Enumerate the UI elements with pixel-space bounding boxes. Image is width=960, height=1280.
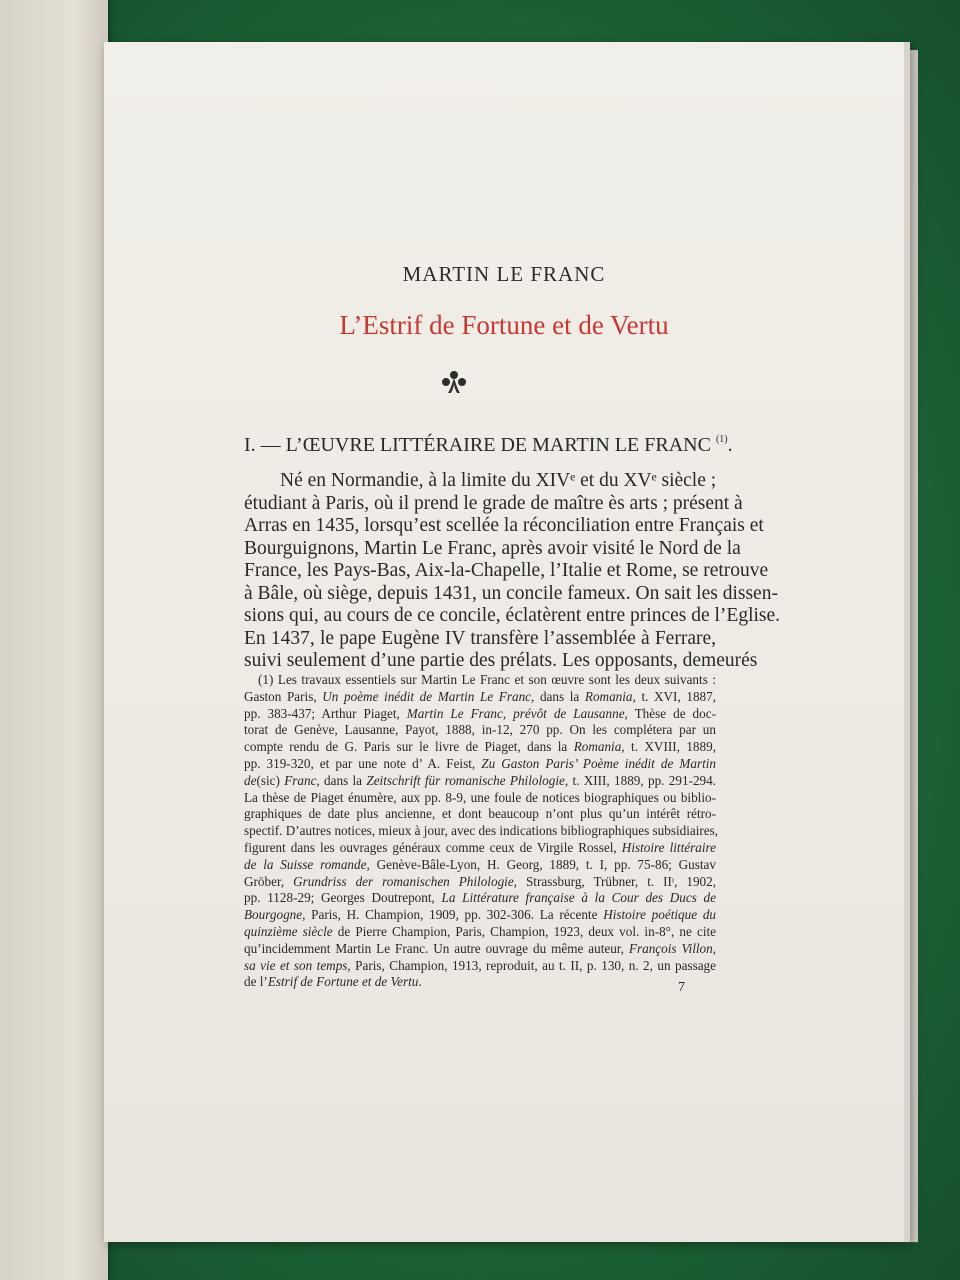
footnote-line: de(sic) Franc, dans la Zeitschrift für romanische Philologie, t. XIII, 1889, pp. 291-294. xyxy=(244,772,717,788)
fleuron-ornament-icon xyxy=(434,368,474,396)
footnote-line: (1) Les travaux essentiels sur Martin Le Franc et son œuvre sont les deux suivants : xyxy=(258,672,716,687)
section-heading-text: I. — L’ŒUVRE LITTÉRAIRE DE MARTIN LE FRANC xyxy=(244,434,711,456)
footnote-line: figurent dans les ouvrages généraux comme ceux de Virgile Rossel, Histoire littéraire xyxy=(244,839,716,855)
footnote-line: Gröber, Grundriss der romanischen Philologie, Strassburg, Trübner, t. IIᶦ, 1902, xyxy=(244,873,717,889)
footnote-line: pp. 383-437; Arthur Piaget, Martin Le Franc, prévôt de Lausanne, Thèse de doc- xyxy=(244,705,716,721)
section-heading-period: . xyxy=(727,434,733,456)
body-line: à Bâle, où siège, depuis 1431, un concile fameux. On sait les dissen- xyxy=(244,582,778,604)
footnote-line: sa vie et son temps, Paris, Champion, 1913, reproduit, au t. II, p. 130, n. 2, un passage xyxy=(244,957,717,973)
body-paragraph xyxy=(244,470,781,673)
footnote-line: spectif. D’autres notices, mieux à jour, avec des indications bibliographiques subsidiaires, xyxy=(244,823,719,839)
body-line: suivi seulement d’une partie des prélats. Les opposants, demeurés xyxy=(244,650,758,671)
footnote-line: Gaston Paris, Un poème inédit de Martin Le Franc, dans la Romania, t. XVI, 1887, xyxy=(244,688,717,704)
body-line: étudiant à Paris, où il prend le grade de maître ès arts ; présent à xyxy=(244,492,743,514)
author-title: MARTIN LE FRANC xyxy=(402,262,606,286)
body-line: sions qui, au cours de ce concile, éclatèrent entre princes de l’Eglise. xyxy=(244,605,781,626)
body-line: En 1437, le pape Eugène IV transfère l’assemblée à Ferrare, xyxy=(244,627,716,649)
section-heading xyxy=(244,434,744,457)
body-line: Né en Normandie, à la limite du XIVᵉ et du XVᵉ siècle ; xyxy=(280,470,717,491)
footnote-line: de l’Estrif de Fortune et de Vertu. xyxy=(244,974,422,990)
body-line: Bourguignons, Martin Le Franc, après avoir visité le Nord de la xyxy=(244,537,741,559)
footnote-line: graphiques de date plus ancienne, et dont beaucoup n’ont plus qu’un intérêt rétro- xyxy=(244,806,716,822)
book-page xyxy=(104,42,910,1242)
body-line: France, les Pays-Bas, Aix-la-Chapelle, l’Italie et Rome, se retrouve xyxy=(244,560,769,581)
body-line: Arras en 1435, lorsqu’est scellée la réconciliation entre Français et xyxy=(244,515,764,536)
footnote-line: Bourgogne, Paris, H. Champion, 1909, pp. 302-306. La récente Histoire poétique du xyxy=(244,907,717,923)
footnote-line: de la Suisse romande, Genève-Bâle-Lyon, H. Georg, 1889, t. I, pp. 75-86; Gustav xyxy=(244,856,716,872)
footnote-line: pp. 1128-29; Georges Doutrepont, La Littérature française à la Cour des Ducs de xyxy=(244,890,717,906)
footnote-line: pp. 319-320, et par une note d’ A. Feist, Zu Gaston Paris’ Poème inédit de Martin xyxy=(244,755,716,771)
page-number: 7 xyxy=(678,980,685,995)
work-title: L’Estrif de Fortune et de Vertu xyxy=(339,310,669,340)
footnote-line: torat de Genève, Lausanne, Payot, 1888, in-12, 270 pp. On les complétera par un xyxy=(244,722,716,738)
footnote-line: compte rendu de G. Paris sur le livre de Piaget, dans la Romania, t. XVIII, 1889, xyxy=(244,739,717,755)
footnote-marker: (1) xyxy=(715,434,728,445)
footnote-line: qu’incidemment Martin Le Franc. Un autre ouvrage du même auteur, François Villon, xyxy=(244,940,717,956)
footnote-line: quinzième siècle de Pierre Champion, Paris, Champion, 1923, deux vol. in-8°, ne cite xyxy=(244,923,717,939)
left-facing-page xyxy=(0,0,108,1280)
footnote xyxy=(244,672,719,991)
footnote-line: La thèse de Piaget énumère, aux pp. 8-9, une foule de notices biographiques ou biblio- xyxy=(244,789,716,805)
